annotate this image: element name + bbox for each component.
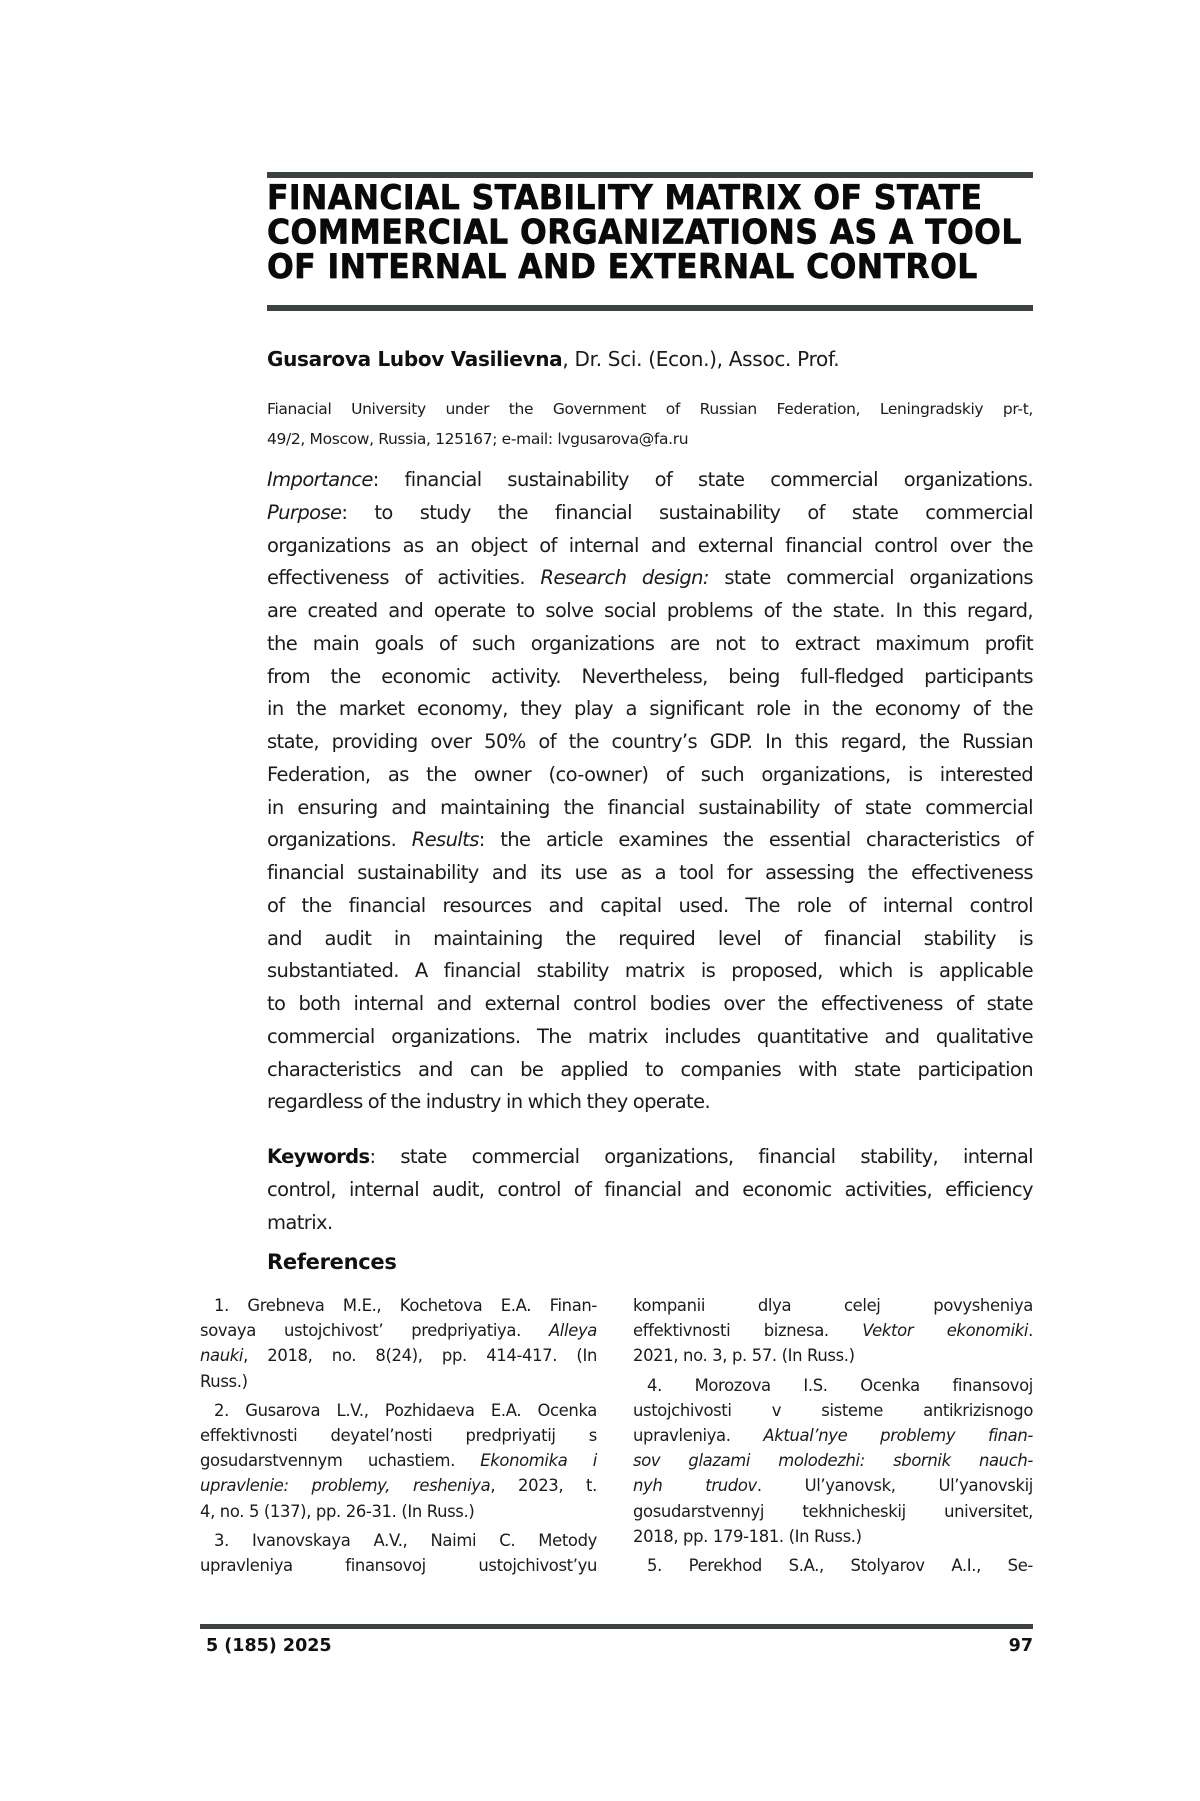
affiliation-line: Fianacial University under the Government of Russian Federation, Leningradskiy pr-t, — [267, 400, 1033, 418]
author-line — [267, 344, 1037, 374]
references-column-right — [633, 1293, 1033, 1582]
text-run: substantiated. A financial stability matrix is proposed, which is applicable — [267, 959, 1033, 983]
italic-text: Ekonomika i — [480, 1451, 597, 1471]
abstract-line — [267, 464, 1033, 497]
text-run: : the article examines the essential characteristics of — [478, 828, 1034, 852]
text-run: commercial organizations. The matrix includes quantitative and qualitative — [267, 1024, 1033, 1048]
reference-item — [200, 1528, 597, 1578]
text-run: 4. Morozova I.S. Ocenka finansovoj — [647, 1375, 1033, 1395]
text-run: gosudarstvennyj tekhnicheskij universitet, — [633, 1501, 1033, 1521]
reference-line — [633, 1524, 1033, 1549]
reference-line — [633, 1318, 1033, 1343]
abstract-line — [267, 628, 1033, 661]
title-top-rule — [267, 172, 1033, 178]
footer-rule — [200, 1624, 1033, 1629]
reference-line — [200, 1398, 597, 1423]
italic-text: Aktual’nye problemy finan- — [763, 1426, 1033, 1446]
text-run: and audit in maintaining the required level of financial stability is — [267, 926, 1033, 950]
text-run: 3. Ivanovskaya A.V., Naimi C. Metody — [214, 1530, 597, 1550]
reference-line — [633, 1448, 1033, 1473]
text-run: in ensuring and maintaining the financial sustainability of state commercial — [267, 795, 1033, 819]
text-run: sovaya ustojchivost’ predpriyatiya. — [200, 1321, 549, 1341]
text-run: state, providing over 50% of the country’s GDP. In this regard, the Russian — [267, 730, 1033, 753]
abstract-line — [267, 759, 1033, 792]
text-run: : financial sustainability of state commercial organizations. — [372, 468, 1033, 491]
text-run: 5. Perekhod S.A., Stolyarov A.I., Se- — [647, 1556, 1033, 1576]
italic-text: Results — [411, 828, 479, 852]
abstract — [267, 464, 1033, 1119]
keywords-line: matrix. — [267, 1210, 333, 1234]
abstract-line — [267, 1086, 1033, 1119]
text-run: to both internal and external control bodies over the effectiveness of state — [267, 992, 1033, 1015]
reference-item — [633, 1293, 1033, 1369]
abstract-line — [267, 923, 1033, 956]
text-run: 2018, pp. 179-181. (In Russ.) — [633, 1526, 862, 1546]
issue-number: 5 (185) 2025 — [206, 1636, 332, 1656]
article-title — [267, 178, 1047, 287]
keywords-line — [267, 1141, 1033, 1174]
abstract-line — [267, 857, 1033, 890]
abstract-line — [267, 693, 1033, 726]
reference-item — [200, 1293, 597, 1394]
text-run: . Ul’yanovsk, Ul’yanovskij — [756, 1476, 1034, 1496]
article-title-line: OF INTERNAL AND EXTERNAL CONTROL — [267, 247, 978, 287]
reference-line — [633, 1499, 1033, 1524]
reference-item — [633, 1373, 1033, 1549]
reference-line — [200, 1528, 597, 1553]
italic-text: sov glazami molodezhi: sbornik nauch- — [633, 1451, 1033, 1471]
keywords-label: Keywords — [267, 1145, 370, 1168]
text-run: , 2018, no. 8(24), pp. 414-417. (In — [243, 1346, 597, 1366]
abstract-line — [267, 530, 1033, 563]
text-run: 2021, no. 3, p. 57. (In Russ.) — [633, 1346, 855, 1366]
keywords — [267, 1141, 1033, 1239]
reference-line — [633, 1398, 1033, 1423]
page-number: 97 — [1008, 1636, 1033, 1656]
abstract-line — [267, 824, 1033, 857]
reference-line — [200, 1293, 597, 1318]
abstract-line — [267, 726, 1033, 759]
article-title-line: COMMERCIAL ORGANIZATIONS AS A TOOL — [267, 213, 1022, 253]
reference-line — [200, 1553, 597, 1578]
italic-text: Research design: — [540, 566, 709, 590]
abstract-line — [267, 1054, 1033, 1087]
text-run: ustojchivosti v sisteme antikrizisnogo — [633, 1400, 1033, 1420]
text-run: organizations. — [267, 828, 412, 852]
reference-line — [633, 1373, 1033, 1398]
text-run: financial sustainability and its use as a tool for assessing the effectiveness — [267, 861, 1033, 884]
text-run: . — [1028, 1321, 1034, 1341]
text-run: state commercial organizations — [708, 566, 1033, 590]
reference-line — [200, 1473, 597, 1498]
text-run: upravleniya finansovoj ustojchivost’yu — [200, 1556, 597, 1576]
text-run: from the economic activity. Nevertheless, being full-fledged participants — [267, 664, 1033, 688]
text-run: effectiveness of activities. — [267, 566, 541, 590]
text-run: 2. Gusarova L.V., Pozhidaeva E.A. Ocenka — [214, 1400, 597, 1420]
text-run: 4, no. 5 (137), pp. 26-31. (In Russ.) — [200, 1501, 475, 1521]
text-run: 1. Grebneva M.E., Kochetova E.A. Finan- — [214, 1296, 597, 1315]
italic-text: nyh trudov — [633, 1476, 757, 1496]
text-run: : to study the financial sustainability of state commercial — [341, 500, 1033, 524]
italic-text: upravlenie: problemy, resheniya — [200, 1476, 491, 1496]
text-run: characteristics and can be applied to companies with state participation — [267, 1057, 1033, 1081]
text-run: of the financial resources and capital used. The role of internal control — [267, 893, 1033, 917]
abstract-line — [267, 955, 1033, 988]
reference-line — [200, 1499, 597, 1524]
reference-item — [200, 1398, 597, 1524]
reference-line — [633, 1343, 1033, 1368]
abstract-line — [267, 1021, 1033, 1054]
author-name: Gusarova Lubov Vasilievna — [267, 347, 563, 371]
abstract-line — [267, 595, 1033, 628]
reference-line — [633, 1473, 1033, 1498]
article-title-line: FINANCIAL STABILITY MATRIX OF STATE — [267, 178, 983, 218]
reference-item — [633, 1553, 1033, 1578]
text-run: effektivnosti deyatel’nosti predpriyatij s — [200, 1426, 597, 1446]
reference-line — [200, 1343, 597, 1368]
reference-line — [200, 1369, 597, 1394]
italic-text: Vektor ekonomiki — [862, 1321, 1029, 1341]
affiliation-line: 49/2, Moscow, Russia, 125167; e-mail: lvgusarova@fa.ru — [267, 430, 689, 448]
text-run: in the market economy, they play a significant role in the economy of the — [267, 697, 1033, 721]
abstract-line — [267, 890, 1033, 923]
text-run: upravleniya. — [633, 1426, 764, 1446]
abstract-line — [267, 792, 1033, 825]
references-column-left — [200, 1293, 597, 1582]
references-heading: References — [267, 1250, 397, 1274]
reference-line — [200, 1318, 597, 1343]
text-run: gosudarstvennym uchastiem. — [200, 1451, 481, 1471]
abstract-line — [267, 988, 1033, 1021]
text-run: organizations as an object of internal and external financial control over the — [267, 533, 1033, 557]
abstract-line — [267, 562, 1033, 595]
keywords-text: : state commercial organizations, financial stability, internal — [369, 1145, 1033, 1168]
text-run: the main goals of such organizations are not to extract maximum profit — [267, 631, 1033, 655]
reference-line — [633, 1293, 1033, 1318]
reference-line — [633, 1553, 1033, 1578]
affiliation — [267, 394, 1033, 454]
italic-text: Importance — [267, 468, 373, 491]
text-run: are created and operate to solve social problems of the state. In this regard, — [267, 599, 1033, 622]
abstract-line — [267, 661, 1033, 694]
italic-text: Purpose — [267, 500, 342, 524]
author-credentials: , Dr. Sci. (Econ.), Assoc. Prof. — [562, 347, 840, 371]
text-run: , 2023, t. — [490, 1476, 597, 1496]
italic-text: nauki — [200, 1346, 244, 1366]
text-run: regardless of the industry in which they operate. — [267, 1090, 711, 1114]
text-run: kompanii dlya celej povysheniya — [633, 1296, 1033, 1315]
text-run: effektivnosti biznesa. — [633, 1321, 863, 1341]
text-run: Russ.) — [200, 1371, 248, 1391]
reference-line — [633, 1423, 1033, 1448]
title-bottom-rule — [267, 305, 1033, 311]
italic-text: Alleya — [548, 1321, 597, 1341]
reference-line — [200, 1448, 597, 1473]
text-run: Federation, as the owner (co-owner) of such organizations, is interested — [267, 762, 1033, 786]
abstract-line — [267, 497, 1033, 530]
reference-line — [200, 1423, 597, 1448]
keywords-line: control, internal audit, control of financial and economic activities, efficiency — [267, 1177, 1033, 1201]
